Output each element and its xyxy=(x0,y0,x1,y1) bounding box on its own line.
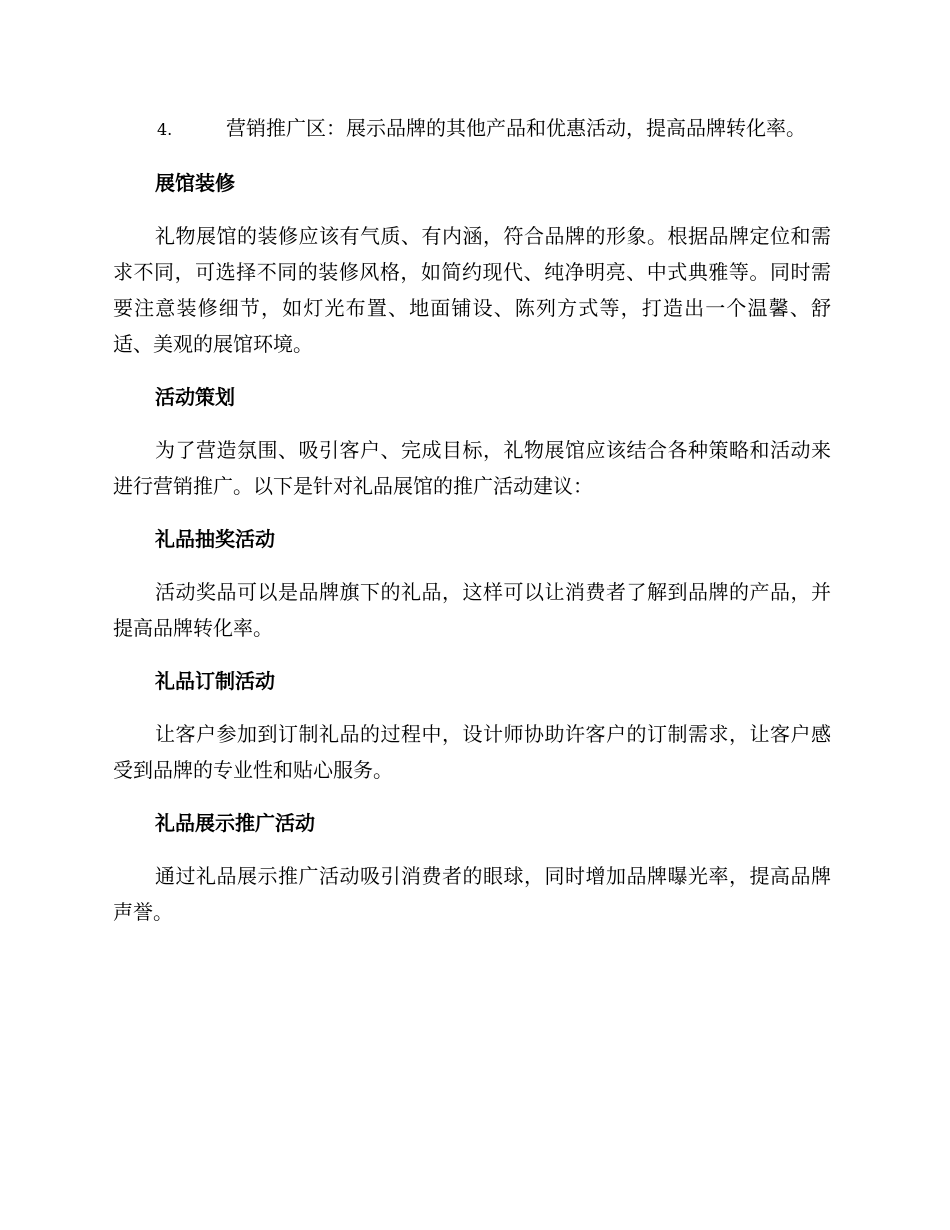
section-heading-lottery: 礼品抽奖活动 xyxy=(155,527,275,551)
section-paragraph-decoration: 礼物展馆的装修应该有气质、有内涵，符合品牌的形象。根据品牌定位和需求不同，可选择不同的装修风格，如简约现代、纯净明亮、中式典雅等。同时需要注意装修细节，如灯光布置、地面铺设、陈列方式等，打造出一个温馨、舒适、美观的展馆环境。 xyxy=(113,224,831,356)
list-item-number: 4. xyxy=(157,120,173,139)
section-heading-decoration: 展馆装修 xyxy=(155,171,235,195)
section-heading-custom: 礼品订制活动 xyxy=(155,669,275,693)
section-heading-showcase: 礼品展示推广活动 xyxy=(155,811,315,835)
section-heading-planning: 活动策划 xyxy=(155,385,235,409)
list-item xyxy=(113,110,831,148)
list-item-text: 营销推广区：展示品牌的其他产品和优惠活动，提高品牌转化率。 xyxy=(226,116,806,140)
section-paragraph-custom: 让客户参加到订制礼品的过程中，设计师协助许客户的订制需求，让客户感受到品牌的专业性和贴心服务。 xyxy=(113,722,831,782)
section-paragraph-lottery: 活动奖品可以是品牌旗下的礼品，这样可以让消费者了解到品牌的产品，并提高品牌转化率。 xyxy=(113,580,831,640)
document-body xyxy=(113,110,831,947)
section-paragraph-planning: 为了营造氛围、吸引客户、完成目标，礼物展馆应该结合各种策略和活动来进行营销推广。以下是针对礼品展馆的推广活动建议： xyxy=(113,438,831,498)
section-paragraph-showcase: 通过礼品展示推广活动吸引消费者的眼球，同时增加品牌曝光率，提高品牌声誉。 xyxy=(113,864,831,924)
